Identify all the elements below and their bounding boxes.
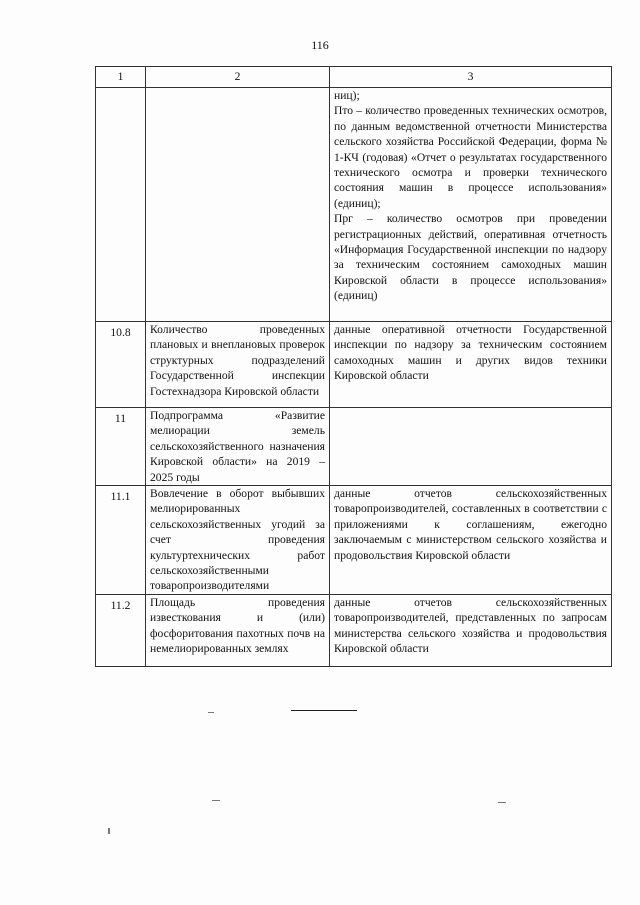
source-cell <box>330 594 612 666</box>
table-row <box>96 408 612 486</box>
closing-rule <box>291 710 357 711</box>
table-header-row <box>96 67 612 88</box>
source-paragraph: данные оперативной отчетности Государственной инспекции по надзору за техническим состоянием самоходных машин и других видов техники Кировской области <box>334 323 607 383</box>
source-cell <box>330 322 612 408</box>
scan-speck <box>108 828 110 834</box>
indicator-cell: Подпрограмма «Развитие мелиорации земель сельскохозяйственного назначения Кировской области» на 2019 – 2025 годы <box>146 408 330 486</box>
table-row <box>96 322 612 408</box>
source-paragraph: ниц); <box>334 89 360 102</box>
source-paragraph: данные отчетов сельскохозяйственных товаропроизводителей, составленных в соответствии с приложениями к соглашениям, ежегодно заключаемым с министерством сельского хозяйства и продовольствия Кировской области <box>334 487 607 562</box>
row-number: 11.2 <box>96 594 146 666</box>
source-paragraph: данные отчетов сельскохозяйственных товаропроизводителей, представленных по запросам министерства сельского хозяйства и продовольствия Кировской области <box>334 595 607 656</box>
indicator-cell: Площадь проведения известкования и (или) фосфоритования пахотных почв на немелиорированных землях <box>146 594 330 666</box>
indicator-cell: Вовлечение в оборот выбывших мелиорированных сельскохозяйственных угодий за счет проведения культуртехнических работ сельскохозяйственными товаропроизводителями <box>146 486 330 595</box>
scan-speck <box>212 800 220 801</box>
source-paragraph: Прг – количество осмотров при проведении регистрационных действий, оперативная отчетность «Информация Государственной инспекции по надзору за техническим состоянием самоходных машин Кировской области в процессе использования» (единиц) <box>334 212 607 303</box>
table-row <box>96 88 612 322</box>
row-number: 10.8 <box>96 322 146 408</box>
page-number: 116 <box>311 38 329 52</box>
column-header: 1 <box>96 67 146 88</box>
row-number <box>96 88 146 322</box>
column-header: 3 <box>330 67 612 88</box>
source-paragraph: Пто – количество проведенных технических осмотров, по данным ведомственной отчетности Министерства сельского хозяйства Российской Федерации, форма № 1-КЧ (годовая) «Отчет о результатах государственного технического осмотра и проверки технического состояния машин в процессе использования» (единиц); <box>334 104 607 210</box>
source-cell <box>330 486 612 595</box>
scan-speck <box>208 712 214 713</box>
indicators-table <box>95 66 612 667</box>
row-number: 11.1 <box>96 486 146 595</box>
indicator-cell <box>146 88 330 322</box>
column-header: 2 <box>146 67 330 88</box>
table-row <box>96 594 612 666</box>
source-cell <box>330 408 612 486</box>
row-number: 11 <box>96 408 146 486</box>
scan-speck <box>498 802 506 803</box>
indicator-cell: Количество проведенных плановых и внеплановых проверок структурных подразделений Государственной инспекции Гостехнадзора Кировской области <box>146 322 330 408</box>
table-row <box>96 486 612 595</box>
source-cell <box>330 88 612 322</box>
